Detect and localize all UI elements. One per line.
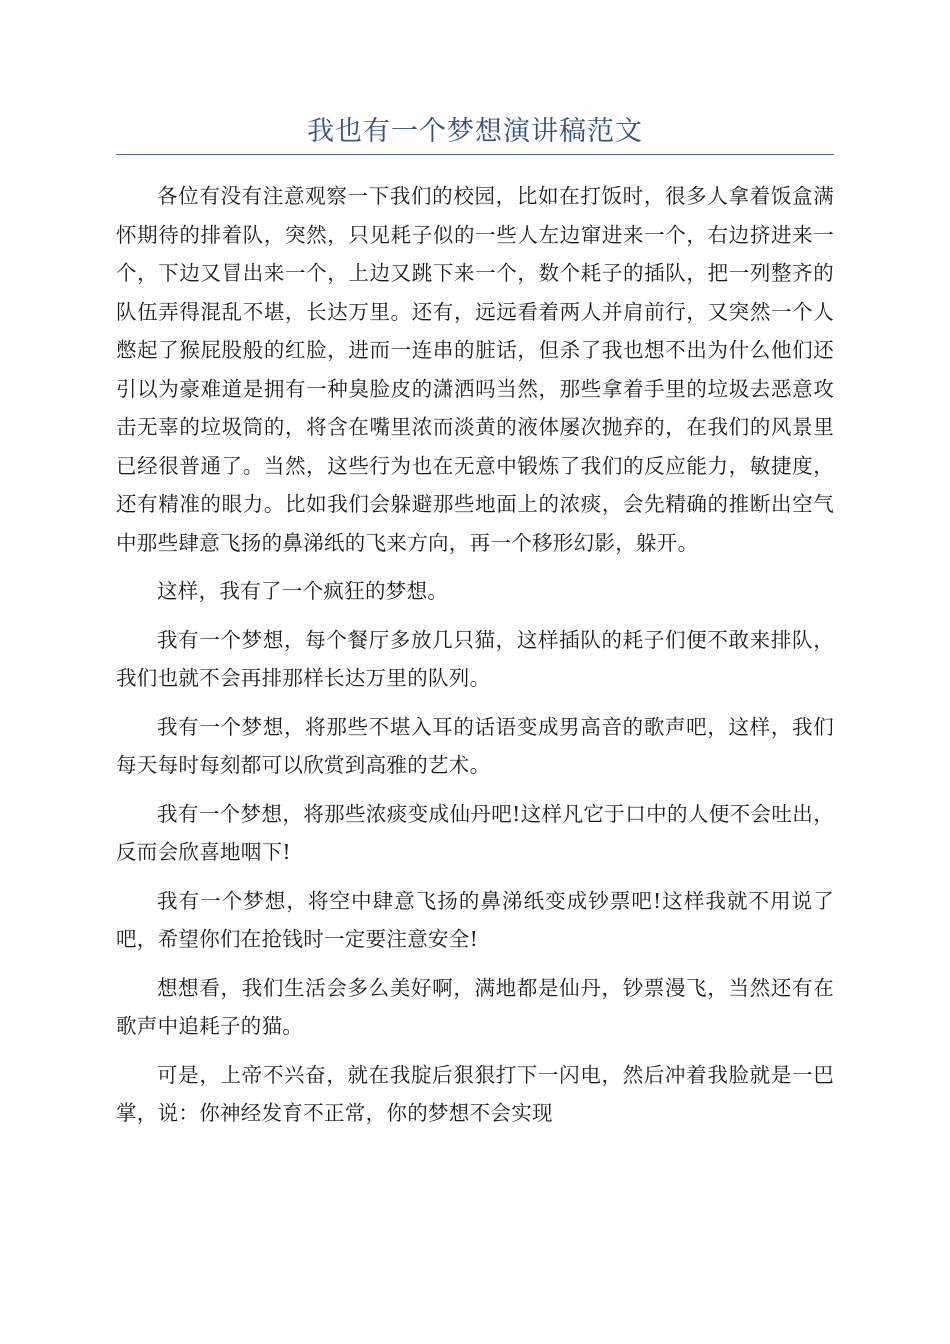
paragraph-5: 我有一个梦想，将那些浓痰变成仙丹吧!这样凡它于口中的人便不会吐出，反而会欣喜地咽下! [116,801,834,864]
paragraph-2: 这样，我有了一个疯狂的梦想。 [157,579,449,603]
paragraph-8: 可是，上帝不兴奋，就在我腚后狠狠打下一闪电，然后冲着我脸就是一巴掌，说：你神经发育不正常，你的梦想不会实现 [116,1062,834,1125]
document-page [116,112,834,1143]
paragraph-7: 想想看，我们生活会多么美好啊，满地都是仙丹，钞票漫飞，当然还有在歌声中追耗子的猫。 [116,975,834,1038]
paragraph-3: 我有一个梦想，每个餐厅多放几只猫，这样插队的耗子们便不敢来排队，我们也就不会再排那样长达万里的队列。 [116,627,834,690]
paragraph-4: 我有一个梦想，将那些不堪入耳的话语变成男高音的歌声吧，这样，我们每天每时每刻都可以欣赏到高雅的艺术。 [116,714,834,777]
paragraph-1: 各位有没有注意观察一下我们的校园，比如在打饭时，很多人拿着饭盒满怀期待的排着队，突然，只见耗子似的一些人左边窜进来一个，右边挤进来一个，下边又冒出来一个，上边又跳下来一个，数个耗子的插队，把一列整齐的队伍弄得混乱不堪，长达万里。还有，远远看着两人并肩前行，又突然一个人憋起了猴屁股般的红脸，进而一连串的脏话，但杀了我也想不出为什么他们还引以为豪难道是拥有一种臭脸皮的潇洒吗当然，那些拿着手里的垃圾去恶意攻击无辜的垃圾筒的，将含在嘴里浓而淡黄的液体屡次抛弃的，在我们的风景里已经很普通了。当然，这些行为也在无意中锻炼了我们的反应能力，敏捷度，还有精准的眼力。比如我们会躲避那些地面上的浓痰，会先精确的推断出空气中那些肆意飞扬的鼻涕纸的飞来方向，再一个移形幻影，躲开。 [116,184,834,555]
document-title: 我也有一个梦想演讲稿范文 [116,112,834,155]
paragraph-6: 我有一个梦想，将空中肆意飞扬的鼻涕纸变成钞票吧!这样我就不用说了吧，希望你们在抢钱时一定要注意安全! [116,888,834,951]
